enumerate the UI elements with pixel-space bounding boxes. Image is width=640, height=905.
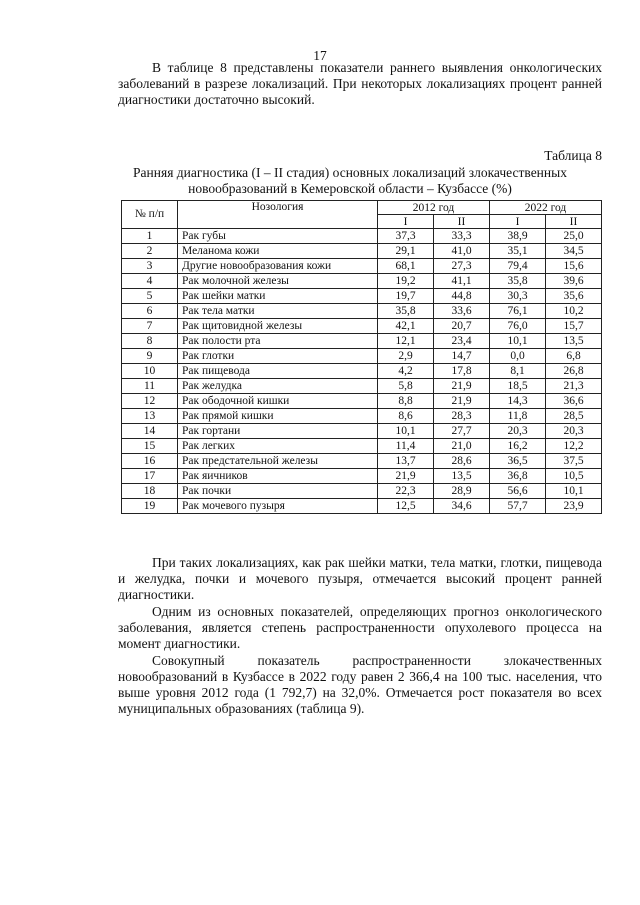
row-number: 18 xyxy=(122,484,178,499)
header-number: № п/п xyxy=(122,201,178,229)
table-row xyxy=(122,379,602,394)
row-2012-stage-2: 34,6 xyxy=(434,499,490,514)
table-row xyxy=(122,469,602,484)
row-2022-stage-1: 35,1 xyxy=(490,244,546,259)
header-nosology: Нозология xyxy=(178,201,378,229)
row-2012-stage-1: 37,3 xyxy=(378,229,434,244)
table-row xyxy=(122,304,602,319)
row-2012-stage-2: 28,9 xyxy=(434,484,490,499)
row-2022-stage-1: 11,8 xyxy=(490,409,546,424)
row-number: 13 xyxy=(122,409,178,424)
row-2012-stage-2: 21,9 xyxy=(434,379,490,394)
row-2012-stage-2: 41,0 xyxy=(434,244,490,259)
row-2022-stage-1: 20,3 xyxy=(490,424,546,439)
row-2022-stage-2: 6,8 xyxy=(546,349,602,364)
row-2012-stage-1: 68,1 xyxy=(378,259,434,274)
table-label: Таблица 8 xyxy=(544,148,602,163)
row-2012-stage-1: 21,9 xyxy=(378,469,434,484)
row-number: 5 xyxy=(122,289,178,304)
header-2022-stage-2: II xyxy=(546,215,602,229)
table-row xyxy=(122,439,602,454)
row-number: 16 xyxy=(122,454,178,469)
row-nosology: Рак полости рта xyxy=(178,334,378,349)
row-2022-stage-1: 14,3 xyxy=(490,394,546,409)
row-2022-stage-2: 10,2 xyxy=(546,304,602,319)
row-number: 14 xyxy=(122,424,178,439)
table-row xyxy=(122,364,602,379)
row-2012-stage-2: 14,7 xyxy=(434,349,490,364)
paragraph-after-1-text: При таких локализациях, как рак шейки матки, тела матки, глотки, пищевода и желудка, почки и мочевого пузыря, отмечается высокий процент ранней диагностики. xyxy=(118,555,602,602)
row-nosology: Рак пищевода xyxy=(178,364,378,379)
table-row xyxy=(122,244,602,259)
row-2012-stage-1: 19,2 xyxy=(378,274,434,289)
row-2012-stage-1: 12,1 xyxy=(378,334,434,349)
table-row xyxy=(122,409,602,424)
table-row xyxy=(122,394,602,409)
row-nosology: Рак молочной железы xyxy=(178,274,378,289)
row-2022-stage-2: 15,7 xyxy=(546,319,602,334)
row-2012-stage-2: 13,5 xyxy=(434,469,490,484)
row-2022-stage-2: 15,6 xyxy=(546,259,602,274)
row-nosology: Рак тела матки xyxy=(178,304,378,319)
row-number: 17 xyxy=(122,469,178,484)
row-nosology: Рак желудка xyxy=(178,379,378,394)
row-nosology: Меланома кожи xyxy=(178,244,378,259)
row-2022-stage-1: 10,1 xyxy=(490,334,546,349)
row-nosology: Рак яичников xyxy=(178,469,378,484)
row-2012-stage-1: 2,9 xyxy=(378,349,434,364)
table-row xyxy=(122,454,602,469)
page-number: 17 xyxy=(313,48,327,63)
paragraph-after-3 xyxy=(118,653,602,717)
row-2022-stage-2: 12,2 xyxy=(546,439,602,454)
header-2012-stage-2: II xyxy=(434,215,490,229)
row-nosology: Рак глотки xyxy=(178,349,378,364)
row-2012-stage-2: 27,3 xyxy=(434,259,490,274)
header-2012-stage-1: I xyxy=(378,215,434,229)
row-2022-stage-1: 35,8 xyxy=(490,274,546,289)
row-2022-stage-2: 34,5 xyxy=(546,244,602,259)
table-body xyxy=(122,229,602,514)
row-2022-stage-2: 25,0 xyxy=(546,229,602,244)
intro-paragraph-text: В таблице 8 представлены показатели раннего выявления онкологических заболеваний в разрезе локализаций. При некоторых локализациях процент ранней диагностики достаточно высокий. xyxy=(118,60,602,107)
row-2012-stage-2: 23,4 xyxy=(434,334,490,349)
row-2022-stage-1: 38,9 xyxy=(490,229,546,244)
row-2022-stage-1: 0,0 xyxy=(490,349,546,364)
row-2022-stage-1: 30,3 xyxy=(490,289,546,304)
row-number: 8 xyxy=(122,334,178,349)
row-2012-stage-2: 44,8 xyxy=(434,289,490,304)
row-2022-stage-1: 36,8 xyxy=(490,469,546,484)
table-row xyxy=(122,334,602,349)
row-number: 19 xyxy=(122,499,178,514)
row-2022-stage-1: 16,2 xyxy=(490,439,546,454)
table-title: Ранняя диагностика (I – II стадия) основных локализаций злокачественных новообразований в Кемеровской области – Кузбассе (%) xyxy=(133,165,567,196)
row-2012-stage-1: 4,2 xyxy=(378,364,434,379)
row-2012-stage-1: 10,1 xyxy=(378,424,434,439)
row-2012-stage-2: 41,1 xyxy=(434,274,490,289)
row-2022-stage-2: 36,6 xyxy=(546,394,602,409)
row-2012-stage-1: 35,8 xyxy=(378,304,434,319)
paragraph-after-2-text: Одним из основных показателей, определяющих прогноз онкологического заболевания, является степень распространенности опухолевого процесса на момент диагностики. xyxy=(118,604,602,651)
row-nosology: Рак щитовидной железы xyxy=(178,319,378,334)
row-2022-stage-2: 10,5 xyxy=(546,469,602,484)
paragraph-after-1 xyxy=(118,555,602,603)
row-2012-stage-2: 21,0 xyxy=(434,439,490,454)
row-2012-stage-1: 12,5 xyxy=(378,499,434,514)
row-2022-stage-1: 57,7 xyxy=(490,499,546,514)
row-2012-stage-2: 27,7 xyxy=(434,424,490,439)
row-2022-stage-1: 8,1 xyxy=(490,364,546,379)
row-nosology: Рак предстательной железы xyxy=(178,454,378,469)
table-row xyxy=(122,499,602,514)
row-2022-stage-2: 21,3 xyxy=(546,379,602,394)
row-2022-stage-2: 28,5 xyxy=(546,409,602,424)
header-2022-stage-1: I xyxy=(490,215,546,229)
row-number: 12 xyxy=(122,394,178,409)
paragraph-after-3-text: Совокупный показатель распространенности злокачественных новообразований в Кузбассе в 2022 году равен 2 366,4 на 100 тыс. населения, что выше уровня 2012 года (1 792,7) на 32,0%. Отмечается рост показателя во всех муниципальных образованиях (таблица 9). xyxy=(118,653,602,716)
row-2022-stage-1: 79,4 xyxy=(490,259,546,274)
table-row xyxy=(122,319,602,334)
row-2012-stage-2: 28,3 xyxy=(434,409,490,424)
row-2012-stage-1: 5,8 xyxy=(378,379,434,394)
row-2012-stage-1: 22,3 xyxy=(378,484,434,499)
row-number: 4 xyxy=(122,274,178,289)
row-2022-stage-2: 10,1 xyxy=(546,484,602,499)
row-number: 6 xyxy=(122,304,178,319)
row-2012-stage-1: 8,8 xyxy=(378,394,434,409)
row-nosology: Рак ободочной кишки xyxy=(178,394,378,409)
row-2022-stage-1: 18,5 xyxy=(490,379,546,394)
row-2012-stage-2: 20,7 xyxy=(434,319,490,334)
row-number: 2 xyxy=(122,244,178,259)
paragraph-after-2 xyxy=(118,604,602,652)
row-2012-stage-1: 42,1 xyxy=(378,319,434,334)
row-2022-stage-2: 35,6 xyxy=(546,289,602,304)
header-year-2022: 2022 год xyxy=(490,201,602,215)
row-2012-stage-2: 17,8 xyxy=(434,364,490,379)
row-2022-stage-2: 13,5 xyxy=(546,334,602,349)
row-2012-stage-2: 33,6 xyxy=(434,304,490,319)
row-2012-stage-1: 13,7 xyxy=(378,454,434,469)
row-2012-stage-2: 33,3 xyxy=(434,229,490,244)
row-nosology: Рак мочевого пузыря xyxy=(178,499,378,514)
row-nosology: Рак почки xyxy=(178,484,378,499)
table-row xyxy=(122,229,602,244)
row-2012-stage-1: 11,4 xyxy=(378,439,434,454)
row-2022-stage-2: 23,9 xyxy=(546,499,602,514)
row-2012-stage-2: 21,9 xyxy=(434,394,490,409)
row-2012-stage-1: 19,7 xyxy=(378,289,434,304)
table-row xyxy=(122,259,602,274)
row-number: 7 xyxy=(122,319,178,334)
row-number: 15 xyxy=(122,439,178,454)
early-diagnostics-table xyxy=(121,200,602,514)
row-2022-stage-1: 76,1 xyxy=(490,304,546,319)
row-2012-stage-1: 29,1 xyxy=(378,244,434,259)
row-2022-stage-1: 36,5 xyxy=(490,454,546,469)
table-row xyxy=(122,349,602,364)
row-2022-stage-2: 37,5 xyxy=(546,454,602,469)
row-nosology: Рак шейки матки xyxy=(178,289,378,304)
row-2012-stage-1: 8,6 xyxy=(378,409,434,424)
table-row xyxy=(122,484,602,499)
row-2022-stage-2: 20,3 xyxy=(546,424,602,439)
header-year-2012: 2012 год xyxy=(378,201,490,215)
row-2022-stage-2: 26,8 xyxy=(546,364,602,379)
row-number: 9 xyxy=(122,349,178,364)
row-nosology: Другие новообразования кожи xyxy=(178,259,378,274)
row-nosology: Рак гортани xyxy=(178,424,378,439)
row-number: 1 xyxy=(122,229,178,244)
row-2022-stage-1: 56,6 xyxy=(490,484,546,499)
row-number: 3 xyxy=(122,259,178,274)
row-2022-stage-1: 76,0 xyxy=(490,319,546,334)
intro-paragraph xyxy=(118,60,602,108)
row-number: 10 xyxy=(122,364,178,379)
row-2012-stage-2: 28,6 xyxy=(434,454,490,469)
row-nosology: Рак прямой кишки xyxy=(178,409,378,424)
row-nosology: Рак губы xyxy=(178,229,378,244)
row-number: 11 xyxy=(122,379,178,394)
table-row xyxy=(122,274,602,289)
row-nosology: Рак легких xyxy=(178,439,378,454)
table-row xyxy=(122,424,602,439)
table-row xyxy=(122,289,602,304)
row-2022-stage-2: 39,6 xyxy=(546,274,602,289)
